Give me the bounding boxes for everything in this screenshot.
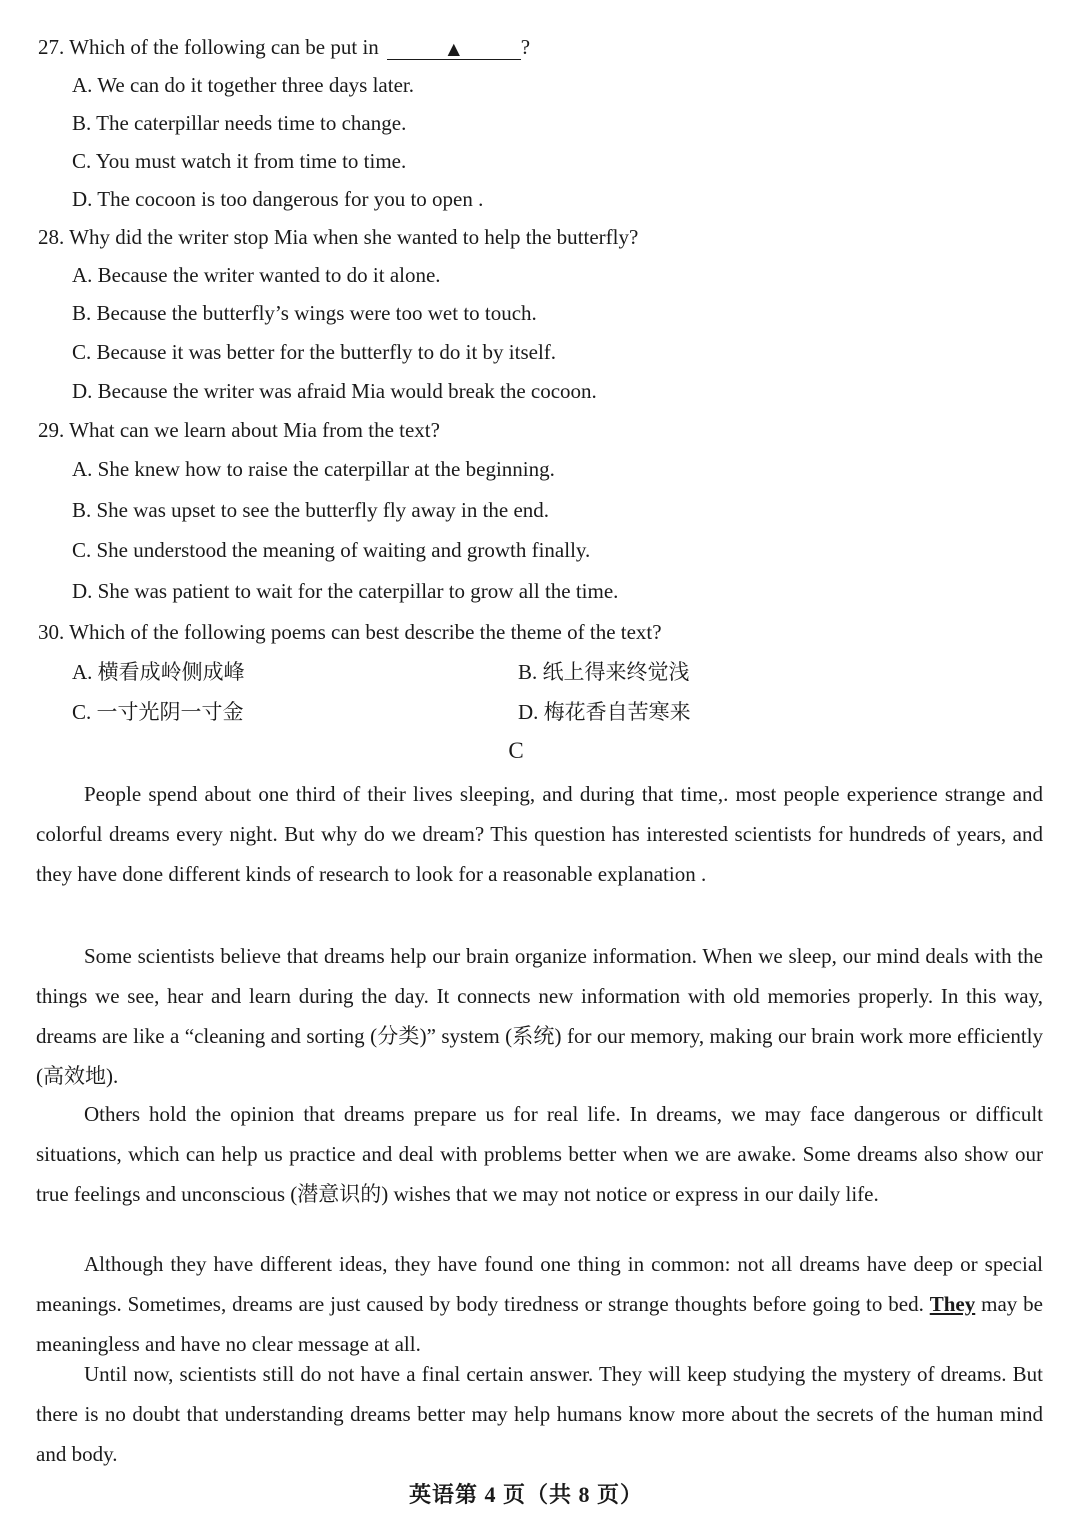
question-27-stem (38, 34, 530, 60)
question-29-option-d: D. She was patient to wait for the caterpillar to grow all the time. (72, 579, 619, 603)
paragraph-3-text: Others hold the opinion that dreams prepare us for real life. In dreams, we may face dangerous or difficult situations, which can help us practice and deal with problems better when we are awake. Some dreams also show our true feelings and unconscious (潜意识的) wishes that we may not notice or express in our daily life. (36, 1102, 1043, 1206)
question-30-option-a: A. 横看成岭侧成峰 (72, 660, 245, 684)
page-footer: 英语第 4 页（共 8 页） (408, 1482, 643, 1507)
question-27-option-c: C. You must watch it from time to time. (72, 149, 407, 173)
passage-paragraph-4 (36, 1244, 1043, 1364)
paragraph-4-text: Although they have different ideas, they have found one thing in common: not all dreams have deep or special meanings. Sometimes, dreams are just caused by body tiredness or strange thoughts before going to bed. (36, 1252, 1043, 1316)
paragraph-5-text: Until now, scientists still do not have a final certain answer. They will keep studying the mystery of dreams. But there is no doubt that understanding dreams better may help humans know more about the secrets of the human mind and body. (36, 1362, 1043, 1466)
passage-paragraph-2 (36, 936, 1043, 1096)
paragraph-2-text: Some scientists believe that dreams help our brain organize information. When we sleep, our mind deals with the things we see, hear and learn during the day. It connects new information with old memories properly. In this way, dreams are like a “cleaning and sorting (分类)” system (系统) for our memory, making our brain work more efficiently (高效地). (36, 944, 1043, 1088)
question-30-option-b: B. 纸上得来终觉浅 (518, 660, 690, 684)
question-27-option-d: D. The cocoon is too dangerous for you to open . (72, 187, 484, 211)
question-27-text: 27. Which of the following can be put in (38, 35, 379, 59)
question-30-stem: 30. Which of the following poems can best describe the theme of the text? (38, 620, 662, 644)
question-29-option-a: A. She knew how to raise the caterpillar at the beginning. (72, 457, 555, 481)
section-heading: C (508, 738, 524, 763)
question-27-end: ? (520, 35, 531, 59)
underlined-word-they: They (929, 1292, 976, 1316)
answer-blank (387, 39, 521, 60)
question-29-stem: 29. What can we learn about Mia from the text? (38, 418, 440, 442)
passage-paragraph-5 (36, 1354, 1043, 1474)
question-28-option-b: B. Because the butterfly’s wings were too wet to touch. (72, 301, 537, 325)
paragraph-1-text: People spend about one third of their lives sleeping, and during that time,. most people experience strange and colorful dreams every night. But why do we dream? This question has interested scientists for hundreds of years, and they have done different kinds of research to look for a reasonable explanation . (36, 782, 1043, 886)
question-29-option-c: C. She understood the meaning of waiting and growth finally. (72, 538, 591, 562)
passage-paragraph-3 (36, 1094, 1043, 1214)
question-27-option-b: B. The caterpillar needs time to change. (72, 111, 407, 135)
question-30-option-d: D. 梅花香自苦寒来 (518, 700, 691, 724)
question-28-option-d: D. Because the writer was afraid Mia would break the cocoon. (72, 379, 597, 403)
triangle-icon: ▲ (443, 37, 465, 61)
question-28-option-c: C. Because it was better for the butterfly to do it by itself. (72, 340, 557, 364)
question-30-option-c: C. 一寸光阴一寸金 (72, 700, 244, 724)
question-28-option-a: A. Because the writer wanted to do it alone. (72, 263, 441, 287)
passage-paragraph-1 (36, 774, 1043, 894)
paragraph-4-text-end: may be meaningless and have no clear message at all. (36, 1292, 1044, 1356)
question-28-stem: 28. Why did the writer stop Mia when she wanted to help the butterfly? (38, 225, 639, 249)
question-29-option-b: B. She was upset to see the butterfly fly away in the end. (72, 498, 550, 522)
question-27-option-a: A. We can do it together three days later. (72, 73, 414, 97)
